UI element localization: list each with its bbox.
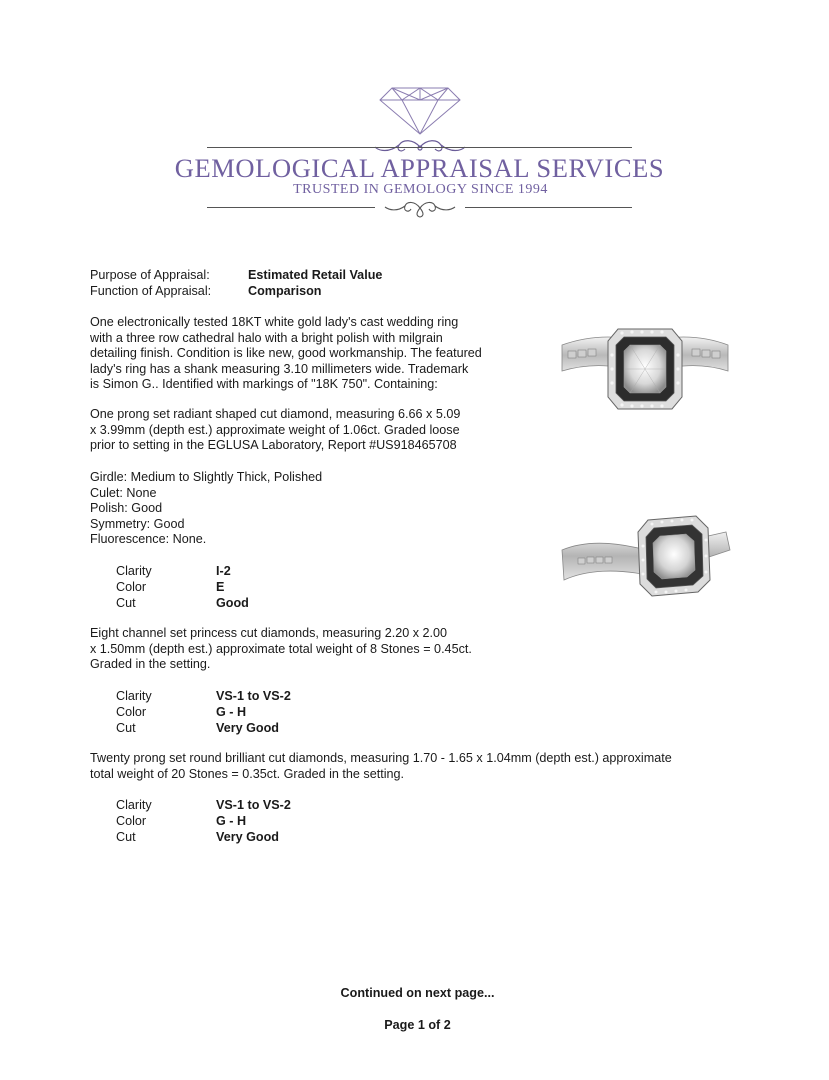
color-label: Color bbox=[116, 705, 147, 719]
description-line: lady's ring has a shank measuring 3.10 millimeters wide. Trademark bbox=[90, 361, 469, 376]
clarity-value: I-2 bbox=[216, 564, 231, 578]
description-line: One electronically tested 18KT white gold lady's cast wedding ring bbox=[90, 315, 459, 329]
cut-value: Very Good bbox=[216, 721, 279, 735]
ring-photo-top-view bbox=[556, 315, 734, 417]
detail-polish: Polish: Good bbox=[90, 501, 163, 516]
color-value: G - H bbox=[216, 814, 247, 828]
ring-photo-side-view bbox=[556, 510, 734, 612]
page-number: Page 1 of 2 bbox=[384, 1018, 451, 1032]
cut-value: Very Good bbox=[216, 830, 279, 844]
clarity-label: Clarity bbox=[116, 798, 152, 812]
clarity-label: Clarity bbox=[116, 689, 152, 703]
cut-value: Good bbox=[216, 596, 249, 610]
detail-culet: Culet: None bbox=[90, 485, 157, 500]
color-label: Color bbox=[116, 580, 147, 594]
description-line: with a three row cathedral halo with a bright polish with milgrain bbox=[90, 330, 443, 345]
detail-girdle: Girdle: Medium to Slightly Thick, Polished bbox=[90, 470, 323, 484]
function-label: Function of Appraisal: bbox=[90, 284, 212, 298]
princess-line: Graded in the setting. bbox=[90, 657, 211, 672]
cut-label: Cut bbox=[116, 830, 136, 844]
detail-fluorescence: Fluorescence: None. bbox=[90, 532, 207, 547]
center-stone-line: prior to setting in the EGLUSA Laboratory, Report #US918465708 bbox=[90, 438, 457, 453]
color-value: G - H bbox=[216, 705, 247, 719]
center-stone-line: One prong set radiant shaped cut diamond, measuring 6.66 x 5.09 bbox=[90, 407, 461, 421]
clarity-value: VS-1 to VS-2 bbox=[216, 689, 291, 703]
clarity-value: VS-1 to VS-2 bbox=[216, 798, 291, 812]
center-stone-line: x 3.99mm (depth est.) approximate weight of 1.06ct. Graded loose bbox=[90, 422, 460, 437]
company-name: GEMOLOGICAL APPRAISAL SERVICES bbox=[174, 153, 665, 183]
round-stones-paragraph bbox=[90, 751, 770, 782]
color-label: Color bbox=[116, 814, 147, 828]
description-line: is Simon G.. Identified with markings of "18K 750". Containing: bbox=[90, 377, 438, 392]
cut-label: Cut bbox=[116, 596, 136, 610]
clarity-label: Clarity bbox=[116, 564, 152, 578]
company-tagline: TRUSTED IN GEMOLOGY SINCE 1994 bbox=[293, 182, 548, 197]
purpose-label: Purpose of Appraisal: bbox=[90, 268, 210, 282]
description-line: detailing finish. Condition is like new, good workmanship. The featured bbox=[90, 346, 482, 361]
round-line: total weight of 20 Stones = 0.35ct. Graded in the setting. bbox=[90, 766, 404, 781]
princess-stones-paragraph bbox=[90, 626, 770, 673]
detail-symmetry: Symmetry: Good bbox=[90, 516, 185, 531]
round-line: Twenty prong set round brilliant cut diamonds, measuring 1.70 - 1.65 x 1.04mm (depth est.) approximate bbox=[90, 751, 672, 765]
header-rule-top bbox=[207, 147, 632, 148]
purpose-value: Estimated Retail Value bbox=[248, 268, 383, 282]
center-stone-details bbox=[90, 470, 530, 548]
continued-note: Continued on next page... bbox=[340, 986, 495, 1000]
function-value: Comparison bbox=[248, 284, 322, 298]
princess-line: Eight channel set princess cut diamonds, measuring 2.20 x 2.00 bbox=[90, 626, 448, 640]
princess-line: x 1.50mm (depth est.) approximate total weight of 8 Stones = 0.45ct. bbox=[90, 641, 472, 656]
flourish-bottom-icon bbox=[375, 198, 465, 218]
color-value: E bbox=[216, 580, 225, 594]
description-paragraph bbox=[90, 315, 530, 393]
cut-label: Cut bbox=[116, 721, 136, 735]
center-stone-paragraph bbox=[90, 407, 530, 454]
diamond-icon bbox=[378, 84, 462, 136]
